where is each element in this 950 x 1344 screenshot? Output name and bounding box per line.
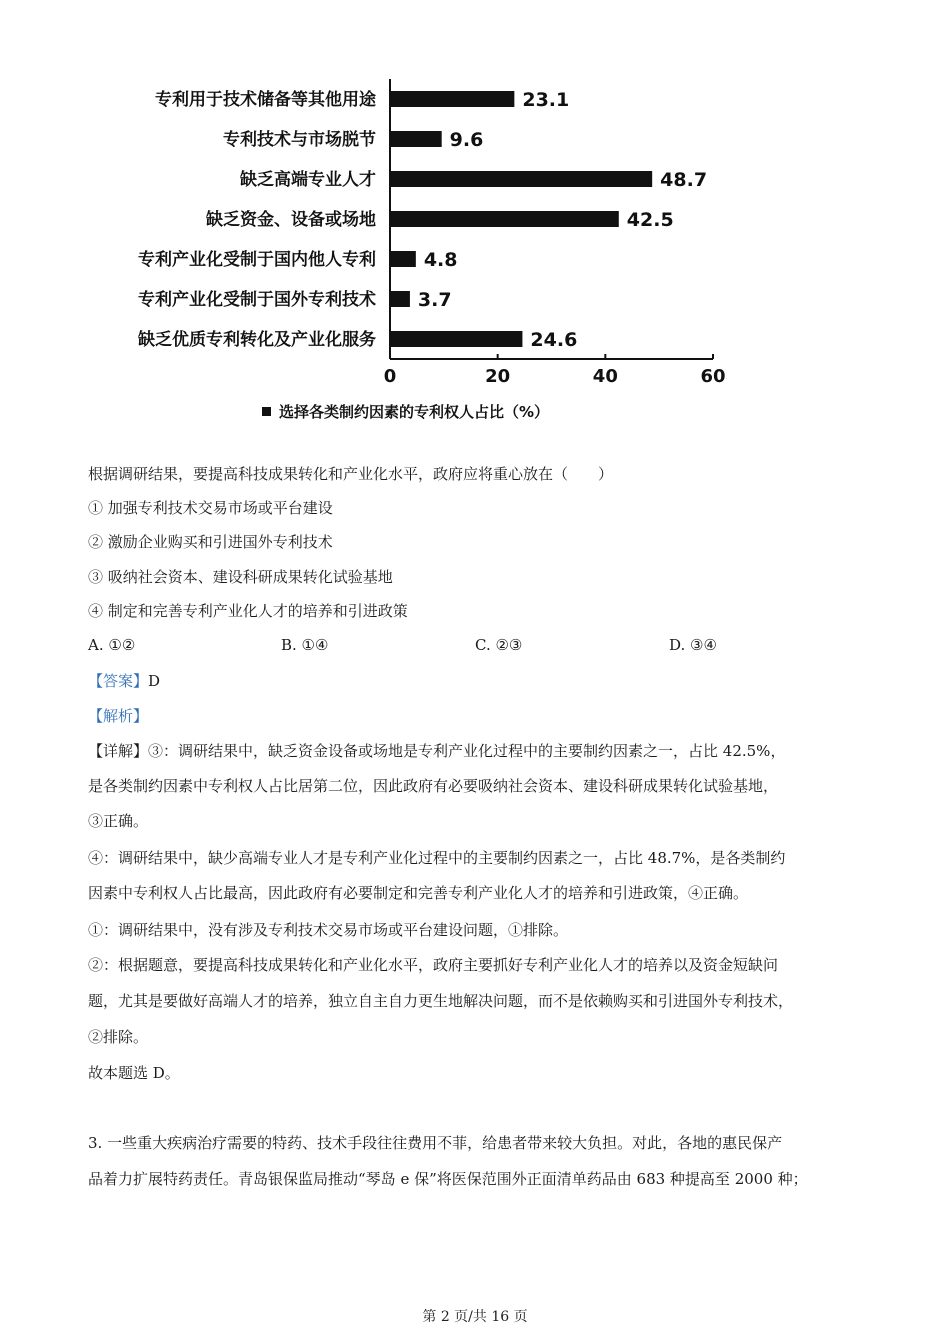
x-tick-label: 0 [383,366,397,387]
question-item-2: ② 激励企业购买和引进国外专利技术 [88,533,333,551]
bar [390,331,522,347]
bar-value-label: 48.7 [660,169,708,191]
bar-value-label: 24.6 [530,329,578,351]
bar [390,131,442,147]
bar-value-label: 9.6 [449,129,484,151]
answer-value: D [148,672,161,690]
answer-tag: 【答案】 [88,672,149,690]
legend-label: 选择各类制约因素的专利权人占比（%） [279,403,550,421]
option-b: B. ①④ [281,636,329,654]
detail-line-1 [88,741,785,761]
bar [390,171,652,187]
category-label: 缺乏高端专业人才 [240,170,376,190]
bar-value-label: 23.1 [522,89,570,111]
category-label: 缺乏优质专利转化及产业化服务 [138,330,376,350]
category-label: 专利产业化受制于国外专利技术 [138,290,376,310]
question-stem: 根据调研结果，要提高科技成果转化和产业化水平，政府应将重心放在（ ） [88,465,614,483]
page-footer: 第 2 页/共 16 页 [422,1309,528,1325]
category-label: 专利用于技术储备等其他用途 [155,90,376,110]
answer-line [88,671,160,691]
detail-line-9: ②排除。 [88,1028,149,1046]
detail-line-4: ④：调研结果中，缺少高端专业人才是专利产业化过程中的主要制约因素之一，占比 48.7%，是各类制约 [88,849,786,867]
detail-text: ③：调研结果中，缺乏资金设备或场地是专利产业化过程中的主要制约因素之一，占比 42.5%， [148,742,786,760]
option-c: C. ②③ [475,636,523,654]
analysis-line [88,706,148,726]
bar-value-label: 4.8 [423,249,458,271]
detail-line-3: ③正确。 [88,812,149,830]
detail-tag: 【详解】 [88,742,149,760]
legend-swatch [262,407,271,416]
bar-value-label: 3.7 [417,289,452,311]
question-item-3: ③ 吸纳社会资本、建设科研成果转化试验基地 [88,568,393,586]
bar [390,91,514,107]
option-a: A. ①② [88,636,136,654]
x-tick-label: 60 [700,366,726,387]
analysis-tag: 【解析】 [88,707,149,725]
bar-value-label: 42.5 [626,209,674,231]
detail-line-7: ②：根据题意，要提高科技成果转化和产业化水平，政府主要抓好专利产业化人才的培养以及资金短缺问 [88,956,779,974]
x-tick-label: 20 [485,366,511,387]
question-item-1: ① 加强专利技术交易市场或平台建设 [88,499,333,517]
bar [390,291,410,307]
detail-line-10: 故本题选 D。 [88,1064,180,1082]
category-label: 专利技术与市场脱节 [223,130,376,150]
category-label: 专利产业化受制于国内他人专利 [138,250,376,270]
bar-chart [0,0,950,430]
detail-line-8: 题，尤其是要做好高端人才的培养，独立自主自力更生地解决问题，而不是依赖购买和引进国外专利技术， [88,992,794,1010]
chart-legend [262,401,549,422]
category-label: 缺乏资金、设备或场地 [206,210,376,230]
detail-line-6: ①：调研结果中，没有涉及专利技术交易市场或平台建设问题，①排除。 [88,921,569,939]
detail-line-5: 因素中专利权人占比最高，因此政府有必要制定和完善专利产业化人才的培养和引进政策，④正确。 [88,884,749,902]
option-d: D. ③④ [669,636,717,654]
answer-options [88,636,868,658]
detail-line-2: 是各类制约因素中专利权人占比居第二位，因此政府有必要吸纳社会资本、建设科研成果转化试验基地， [88,777,779,795]
bar [390,211,619,227]
question-item-4: ④ 制定和完善专利产业化人才的培养和引进政策 [88,602,408,620]
next-question-line-2: 品着力扩展特药责任。青岛银保监局推动“琴岛 e 保”将医保范围外正面清单药品由 683 种提高至 2000 种； [88,1170,808,1188]
bar [390,251,416,267]
x-tick-label: 40 [592,366,618,387]
next-question-line-1: 3. 一些重大疾病治疗需要的特药、技术手段往往费用不菲，给患者带来较大负担。对此，各地的惠民保产 [88,1134,783,1152]
